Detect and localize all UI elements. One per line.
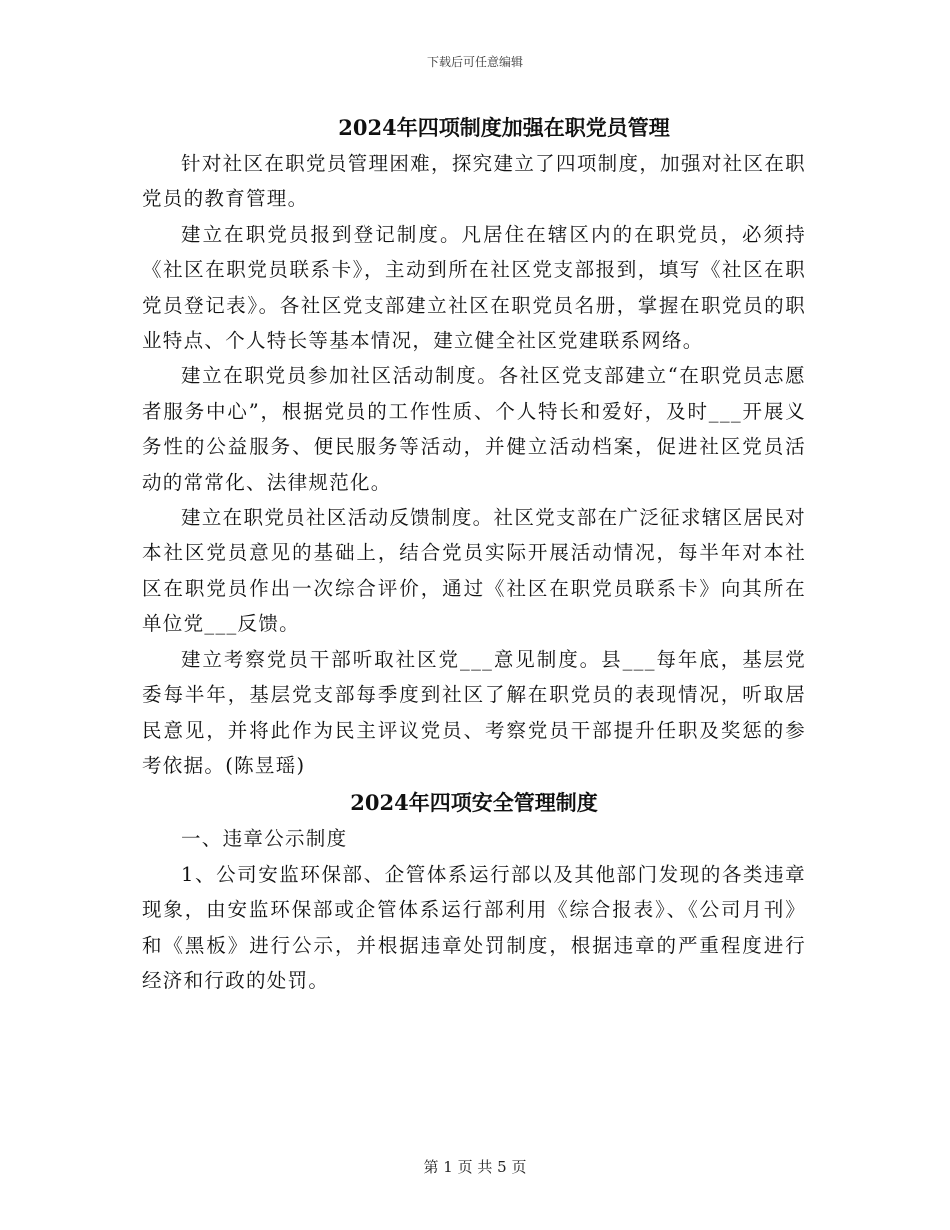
page-header-note: 下载后可任意编辑 xyxy=(426,55,523,69)
doc1-paragraph-3: 建立在职党员参加社区活动制度。各社区党支部建立“在职党员志愿者服务中心”，根据党员的工作性质、个人特长和爱好，及时___开展义务性的公益服务、便民服务等活动，并健立活动档案，促进社区党员活动的常常化、法律规范化。 xyxy=(142,364,806,494)
page-number: 第 1 页 共 5 页 xyxy=(423,1158,527,1176)
document-body xyxy=(142,110,806,998)
doc2-paragraph-1: 一、违章公示制度 xyxy=(181,827,348,851)
doc1-paragraph-2: 建立在职党员报到登记制度。凡居住在辖区内的在职党员，必须持《社区在职党员联系卡》，主动到所在社区党支部报到，填写《社区在职党员登记表》。各社区党支部建立社区在职党员名册，掌握在职党员的职业特点、个人特长等基本情况，建立健全社区党建联系网络。 xyxy=(142,222,806,353)
document-title-2: 2024年四项安全管理制度 xyxy=(350,790,598,816)
doc1-paragraph-5: 建立考察党员干部听取社区党___意见制度。县___每年底，基层党委每半年，基层党支部每季度到社区了解在职党员的表现情况，听取居民意见，并将此作为民主评议党员、考察党员干部提升任职及奖惩的参考依据。(陈昱瑶) xyxy=(142,647,806,777)
doc2-paragraph-2: 1、公司安监环保部、企管体系运行部以及其他部门发现的各类违章现象，由安监环保部或企管体系运行部利用《综合报表》、《公司月刊》和《黑板》进行公示，并根据违章处罚制度，根据违章的严重程度进行经济和行政的处罚。 xyxy=(142,862,806,992)
doc1-paragraph-4: 建立在职党员社区活动反馈制度。社区党支部在广泛征求辖区居民对本社区党员意见的基础上，结合党员实际开展活动情况，每半年对本社区在职党员作出一次综合评价，通过《社区在职党员联系卡》向其所在单位党___反馈。 xyxy=(142,506,806,636)
doc1-paragraph-1: 针对社区在职党员管理困难，探究建立了四项制度，加强对社区在职党员的教育管理。 xyxy=(142,152,806,211)
document-title-1: 2024年四项制度加强在职党员管理 xyxy=(338,115,670,140)
